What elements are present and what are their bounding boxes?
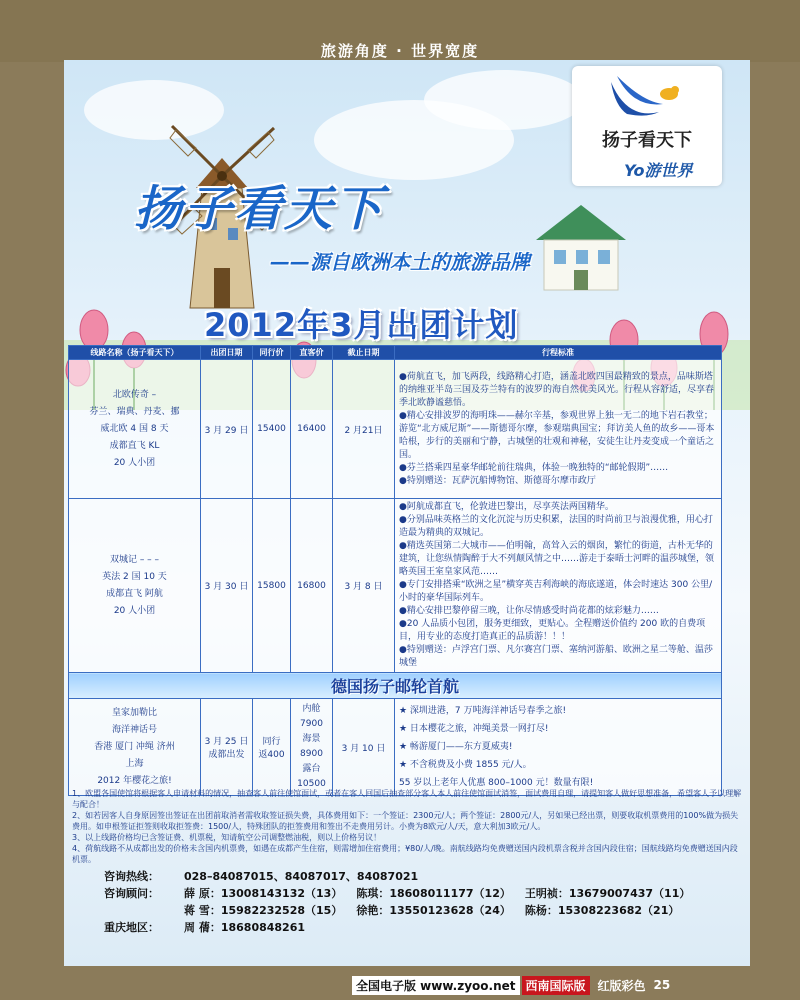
price-line: 返400 — [258, 750, 285, 760]
table-row — [69, 499, 722, 673]
route-line: 北欧传奇 – — [112, 389, 157, 400]
route-line: 威北欧 4 国 8 天 — [100, 423, 169, 434]
footer-website: 全国电子版 www.zyoo.net — [352, 976, 520, 995]
cabin-type: 内舱 — [302, 704, 321, 714]
footer-bar — [352, 976, 670, 994]
route-line: 芬兰、瑞典、丹麦、挪 — [89, 406, 180, 417]
top-strip — [0, 0, 800, 62]
date-line: 成都出发 — [208, 750, 245, 760]
col-header: 同行价 — [253, 346, 291, 360]
itinerary-item: ●专门安排搭乘“欧洲之星”横穿英吉利海峡的海底遂道，体会时速达 300 公里/小时的豪华国际列车。 — [399, 580, 713, 603]
poster — [64, 60, 750, 966]
cabin-type: 海景 — [302, 734, 321, 744]
route-line: 20 人小团 — [113, 605, 156, 616]
cruise-heading: 德国扬子邮轮首航 — [69, 673, 722, 699]
date-cell — [201, 699, 253, 796]
route-line: 香港 厦门 冲绳 济州 — [94, 741, 175, 752]
notes — [72, 788, 742, 865]
price-cell: 15400 — [253, 360, 291, 499]
advisor-label: 咨询顾问： — [104, 887, 159, 900]
table-row — [69, 699, 722, 796]
price-cell — [253, 699, 291, 796]
logo-sub: Yo游世界 — [624, 161, 693, 180]
itinerary-item: ●阿航成都直飞，伦敦进巴黎出，尽享英法两国精华。 — [399, 502, 614, 512]
route-line: 上海 — [125, 758, 144, 769]
itinerary-item: ●20 人品质小包团，服务更细致，更贴心。全程赠送价值约 200 欧的自费项目，用专业的态度打造真正的品质游！！！ — [399, 619, 706, 642]
footer — [0, 966, 800, 1000]
hotline-label: 咨询热线： — [104, 870, 159, 883]
logo-name: 扬子看天下 — [602, 130, 692, 151]
route-line: 英法 2 国 10 天 — [102, 571, 167, 582]
itinerary-item: ★ 不含税费及小费 1855 元/人。 — [399, 760, 532, 770]
advisor-contact: 陈琪：18608011177（12） — [356, 887, 511, 900]
tour-schedule-table — [68, 345, 722, 796]
note-item: 2、如若因客人自身原因签出签证在出团前取消者需收取签证损失费，具体费用如下：一个签证：2300元/人；两个签证：2800元/人，另如果已经出票，则要收取机票费用的100%做为损失费用。如申根签证拒签则收取拒签费：1500/人，特殊团队的拒签费用和签出不走费用另计。小费为8欧元/人/天，意大利加3欧元/人。 — [72, 811, 739, 831]
contact-block — [104, 868, 744, 936]
route-line: 海洋神话号 — [111, 724, 157, 735]
price-line: 同行 — [262, 737, 281, 747]
route-line: 成都直飞 阿航 — [106, 588, 163, 599]
itinerary-item: ★ 日本樱花之旅，冲绳美景一网打尽! — [399, 724, 549, 734]
itinerary-item: ●特别赠送：卢浮宫门票、凡尔赛宫门票、塞纳河游船、欧洲之星二等舱、温莎城堡 — [399, 645, 713, 668]
table-header-row — [69, 346, 722, 360]
col-header: 行程标准 — [395, 346, 722, 360]
itinerary-item: ●精心安排波罗的海明珠——赫尔辛基，参观世界上独一无二的地下岩石教堂；游览“北方威尼斯”——斯德哥尔摩，参观瑞典国宝；拜访美人鱼的故乡——哥本哈根，步行的美丽和宁静，古城堡的壮观和神秘，安徒生让丹麦变成一个童话之国。 — [399, 410, 715, 460]
table-row — [69, 360, 722, 499]
deadline-cell: 3 月 10 日 — [333, 699, 395, 796]
itinerary-item: 55 岁以上老年人优惠 800–1000 元！数量有限! — [399, 778, 594, 788]
slogan: ——源自欧洲本土的旅游品牌 — [270, 250, 530, 274]
hotline-numbers: 028–84087015、84087017、84087021 — [184, 870, 419, 883]
itinerary-item: ●精选英国第二大城市——伯明翰，高耸入云的烟囱，繁忙的街道，古朴无华的建筑，让您纵情陶醉于大不列颠风情之中……游走于泰晤士河畔的温莎城堡，领略英国王室皇家风范…… — [399, 541, 715, 577]
itinerary-item: ●精心安排巴黎停留三晚，让你尽情感受时尚花都的炫彩魅力…… — [399, 606, 659, 616]
itinerary-cell — [395, 699, 722, 796]
advisor-row — [104, 902, 744, 919]
date-line: 3 月 25 日 — [204, 737, 249, 747]
advisor-contact: 陈杨：15308223682（21） — [524, 904, 680, 917]
cabin-type: 露台 — [302, 764, 321, 774]
route-line: 皇家加勒比 — [111, 707, 157, 718]
direct-price-cell: 16400 — [291, 360, 333, 499]
deadline-cell: 3 月 8 日 — [333, 499, 395, 673]
date-cell: 3 月 30 日 — [201, 499, 253, 673]
itinerary-cell — [395, 360, 722, 499]
chongqing-contact: 周 蒨：18680848261 — [184, 921, 306, 934]
brand-logo — [572, 66, 722, 186]
cruise-heading-row — [69, 673, 722, 699]
price-cell: 15800 — [253, 499, 291, 673]
itinerary-item: ●特别赠送：瓦萨沉船博物馆、斯德哥尔摩市政厅 — [399, 475, 596, 486]
hotline-row — [104, 868, 744, 885]
route-line: 20 人小团 — [113, 457, 156, 468]
route-cell — [69, 699, 201, 796]
route-cell — [69, 499, 201, 673]
route-line: 2012 年樱花之旅! — [97, 775, 172, 786]
cabin-price: 10500 — [297, 779, 326, 789]
route-line: 成都直飞 KL — [109, 440, 160, 451]
itinerary-item: ●分别品味英格兰的文化沉淀与历史积累，法国的时尚前卫与浪漫优雅，用心打造最为精典的双城记。 — [399, 515, 713, 538]
advisor-contact: 蒋 雪：15982232528（15） — [184, 904, 343, 917]
note-item: 3、以上线路价格均已含签证费、机票税，知请航空公司调整燃油税，则以上价格另议！ — [72, 833, 382, 842]
cabin-price: 7900 — [300, 719, 323, 729]
note-item: 1、欧盟各国使馆将根据客人申请材料的情况，抽查客人前往使馆面试，或者在客人回国后抽查部分客人本人前往使馆面试消签，面试费用自理，请提知客人做好思想准备，希望客人予以理解与配合！ — [72, 789, 742, 809]
advisor-contact: 王明祯：13679007437（11） — [524, 887, 691, 900]
advisor-label-spacer — [104, 902, 184, 919]
col-header: 出团日期 — [201, 346, 253, 360]
route-cell — [69, 360, 201, 499]
footer-edition: 西南国际版 — [522, 976, 590, 995]
header-tagline: 旅游角度 · 世界宽度 — [320, 42, 480, 60]
col-header: 线路名称（扬子看天下） — [69, 346, 201, 360]
itinerary-item: ●芬兰搭乘四星豪华邮轮前往瑞典，体验一晚独特的“邮轮假期”…… — [399, 462, 669, 473]
route-line: 双城记 – – – — [109, 554, 160, 565]
direct-price-cell — [291, 699, 333, 796]
hands-bird-icon — [607, 72, 687, 124]
cloud — [424, 70, 584, 130]
chongqing-label: 重庆地区： — [104, 921, 159, 934]
col-header: 截止日期 — [333, 346, 395, 360]
chongqing-row — [104, 919, 744, 936]
page-number: 25 — [653, 978, 671, 992]
itinerary-cell — [395, 499, 722, 673]
itinerary-item: ●荷航直飞，加飞两段，线路精心打造，涵盖北欧四国最精致的景点，品味斯塔的纳维亚半岛三国及芬兰特有的波罗的海自然优美风光。行程从容舒适，尽享春季北欧静谧慈悟。 — [399, 371, 715, 408]
itinerary-item: ★ 畅游厦门——东方夏威夷! — [399, 742, 513, 752]
advisor-row — [104, 885, 744, 902]
direct-price-cell: 16800 — [291, 499, 333, 673]
plan-title: 2012年3月出团计划 — [204, 306, 519, 344]
advisor-contact: 薛 原：13008143132（13） — [184, 887, 343, 900]
main-title: 扬子看天下 — [134, 181, 385, 237]
deadline-cell: 2 月21日 — [333, 360, 395, 499]
itinerary-item: ★ 深圳进港，7 万吨海洋神话号春季之旅! — [399, 706, 567, 716]
date-cell: 3 月 29 日 — [201, 360, 253, 499]
col-header: 直客价 — [291, 346, 333, 360]
cabin-price: 8900 — [300, 749, 323, 759]
note-item: 4、荷航线路不从成都出发的价格未含国内机票费，如遇在成都产生住宿，则需增加住宿费用；¥80/人/晚。南航线路均免费赠送国内段机票含税并含国内段住宿；国航线路均免费赠送国内段机票。 — [72, 844, 738, 864]
advisor-contact: 徐艳：13550123628（24） — [356, 904, 511, 917]
footer-label: 红版彩色 — [597, 978, 646, 993]
